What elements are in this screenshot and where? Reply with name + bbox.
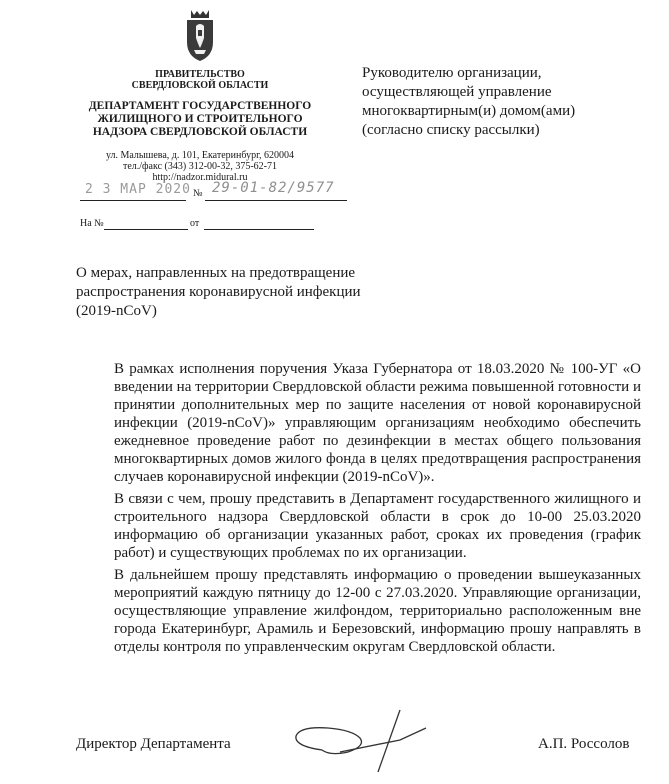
number-label: №: [193, 188, 203, 199]
government-name: [90, 69, 310, 91]
letter-subject: [76, 264, 406, 321]
phone: тел./факс (343) 312-00-32, 375-62-71: [122, 161, 278, 172]
dept-line-3: НАДЗОРА СВЕРДЛОВСКОЙ ОБЛАСТИ: [92, 126, 308, 138]
date-stamp: 2 3 МАР 2020: [85, 182, 191, 197]
addressee: [362, 64, 622, 140]
body-paragraph-3: В дальнейшем прошу представлять информацию о проведении вышеуказанных мероприятий каждую пятницу до 12-00 с 27.03.2020. Управляющие организации, осуществляющие управление жилфондом, территориально расположенным вне города Екатеринбург, Арамиль и Березовский, информацию прошу направлять в отделы контроля по управленческим округам Свердловской области.: [114, 567, 641, 655]
dept-line-1: ДЕПАРТАМЕНТ ГОСУДАРСТВЕННОГО: [88, 100, 312, 112]
body-paragraph-2: В связи с чем, прошу представить в Департамент государственного жилищного и строительного надзора Свердловской области в срок до 10-00 25.03.2020 информацию об организации указанных работ, сроках их проведения (график работ) и существующих проблемах по их организации.: [114, 491, 641, 561]
subject-line-2: распространения коронавирусной инфекции: [76, 284, 361, 300]
addressee-line-4: (согласно списку рассылки): [362, 122, 540, 138]
org-line-2: СВЕРДЛОВСКОЙ ОБЛАСТИ: [131, 80, 269, 91]
from-underline: [204, 229, 314, 230]
website: http://nadzor.midural.ru: [152, 172, 248, 183]
handwritten-signature: [282, 706, 432, 776]
body-paragraph-1: В рамках исполнения поручения Указа Губернатора от 18.03.2020 № 100-УГ «О введении на территории Свердловской области режима повышенной готовности и принятии дополнительных мер по защите населения от новой коронавирусной инфекции (2019-nCoV)» управляющим организациям необходимо обеспечить ежедневное проведение работ по дезинфекции в местах общего пользования многоквартирных домов жилого фонда в целях предотвращения распространения случаев коронавирусной инфекции (2019-nCoV)».: [114, 361, 641, 485]
letter-body: [76, 360, 641, 656]
signatory-title: Директор Департамента: [76, 736, 231, 752]
addressee-line-2: осуществляющей управление: [362, 84, 552, 100]
subject-line-3: (2019-nCoV): [76, 303, 157, 319]
department-contacts: [84, 150, 316, 183]
number-stamp: 29-01-82/9577: [212, 180, 335, 196]
department-name: [76, 100, 324, 139]
coat-of-arms-icon: [183, 8, 217, 62]
dept-line-2: ЖИЛИЩНОГО И СТРОИТЕЛЬНОГО: [97, 113, 303, 125]
org-line-1: ПРАВИТЕЛЬСТВО: [155, 69, 245, 80]
date-underline: [80, 200, 186, 201]
reply-underline: [104, 229, 188, 230]
from-label: от: [190, 218, 200, 229]
signatory-name: А.П. Россолов: [538, 736, 630, 752]
addressee-line-1: Руководителю организации,: [362, 65, 542, 81]
number-underline: [205, 200, 347, 201]
addressee-line-3: многоквартирным(и) домом(ами): [362, 103, 576, 119]
subject-line-1: О мерах, направленных на предотвращение: [76, 265, 356, 281]
reply-label: На №: [80, 218, 104, 229]
address: ул. Малышева, д. 101, Екатеринбург, 620004: [105, 150, 295, 161]
